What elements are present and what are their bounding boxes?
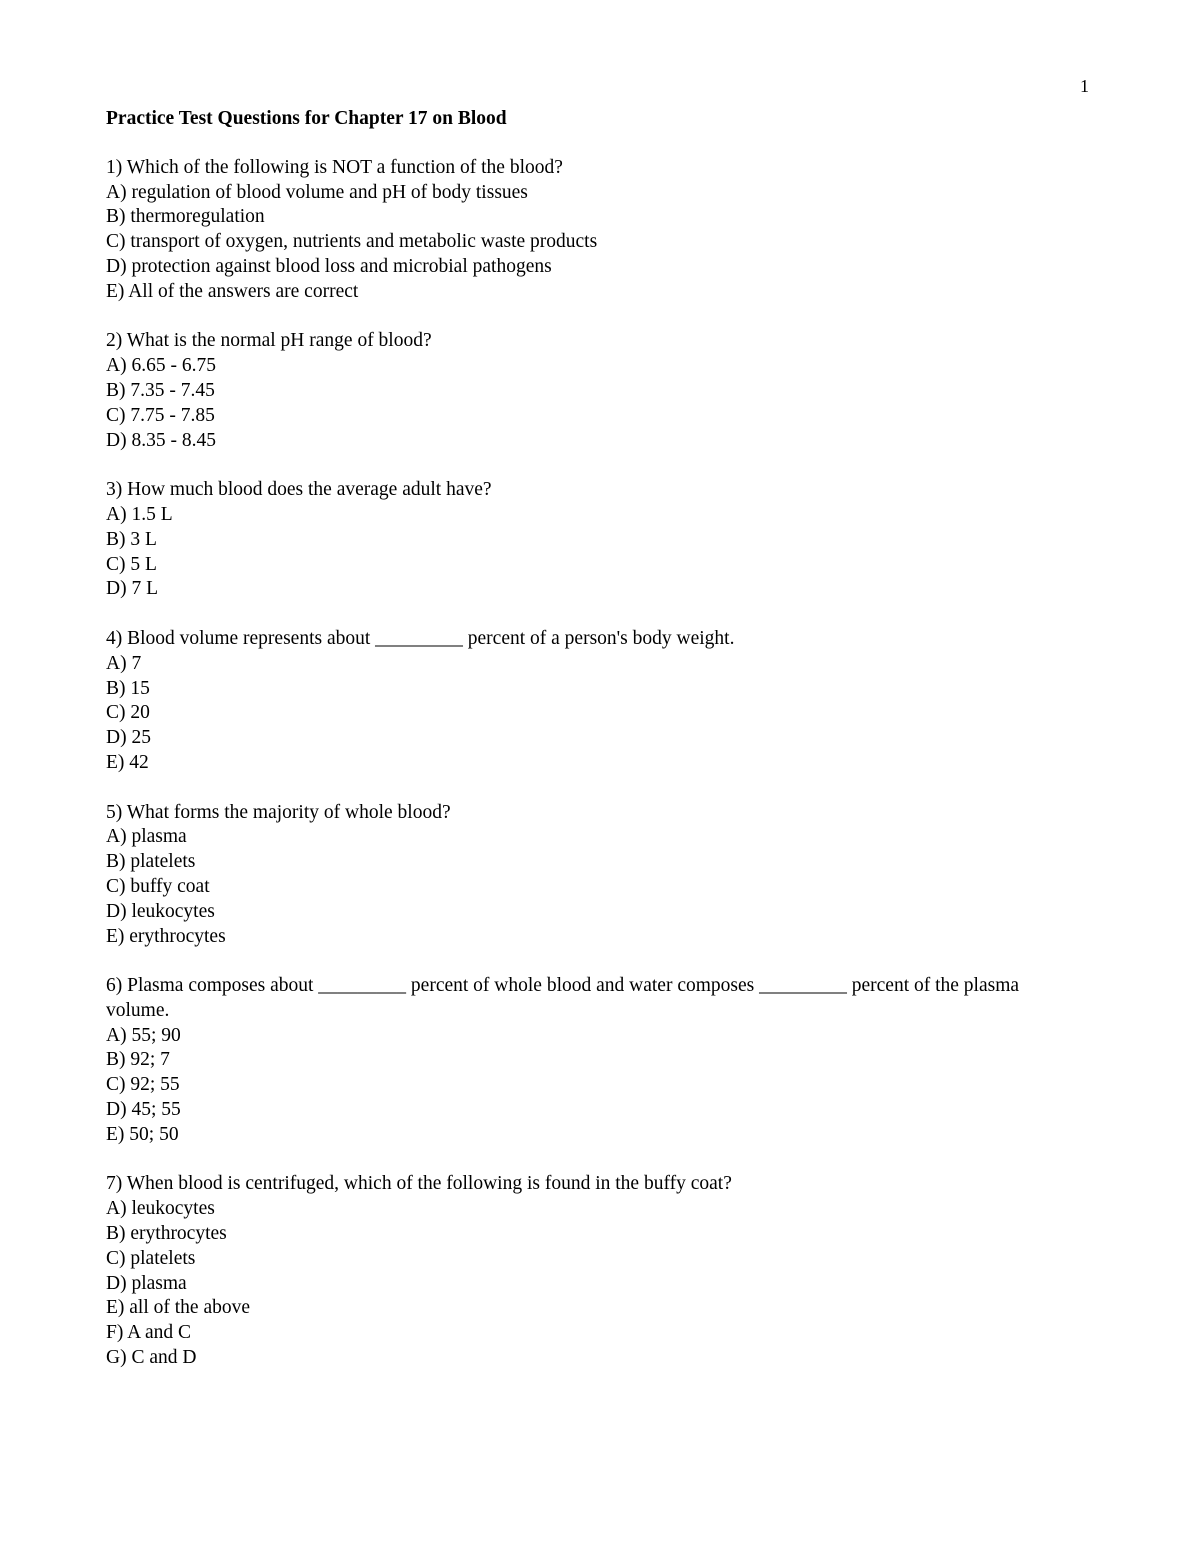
answer-option: E) all of the above xyxy=(106,1297,251,1319)
answer-option: B) platelets xyxy=(106,851,196,873)
answer-option: B) 3 L xyxy=(106,528,157,550)
answer-option: A) leukocytes xyxy=(106,1198,215,1220)
question-block xyxy=(106,1172,1066,1370)
answer-option: E) 50; 50 xyxy=(106,1123,179,1145)
answer-option: B) erythrocytes xyxy=(106,1223,227,1245)
answer-option: E) All of the answers are correct xyxy=(106,280,359,302)
question-text: 4) Blood volume represents about _________ percent of a person's body weight. xyxy=(106,627,735,649)
question-text: 1) Which of the following is NOT a function of the blood? xyxy=(106,156,563,178)
answer-option: B) 92; 7 xyxy=(106,1049,170,1071)
question-block xyxy=(106,156,1066,305)
question-block xyxy=(106,478,1066,602)
answer-option: B) thermoregulation xyxy=(106,206,265,228)
answer-option: A) 1.5 L xyxy=(106,503,173,525)
answer-option: D) plasma xyxy=(106,1272,187,1294)
question-text: 6) Plasma composes about _________ percent of whole blood and water composes _________ percent of the plasma volume. xyxy=(106,975,1024,1021)
answer-option: C) 7.75 - 7.85 xyxy=(106,404,215,426)
answer-option: D) 45; 55 xyxy=(106,1099,181,1121)
answer-option: A) regulation of blood volume and pH of body tissues xyxy=(106,181,528,203)
answer-option: A) plasma xyxy=(106,826,187,848)
question-text: 3) How much blood does the average adult have? xyxy=(106,479,492,501)
answer-option: B) 7.35 - 7.45 xyxy=(106,379,215,401)
question-list xyxy=(106,156,1066,1371)
question-text: 7) When blood is centrifuged, which of the following is found in the buffy coat? xyxy=(106,1173,732,1195)
answer-option: G) C and D xyxy=(106,1347,197,1369)
answer-option: A) 55; 90 xyxy=(106,1024,181,1046)
question-text: 5) What forms the majority of whole blood? xyxy=(106,801,451,823)
answer-option: C) buffy coat xyxy=(106,875,210,897)
answer-option: D) protection against blood loss and microbial pathogens xyxy=(106,255,552,277)
answer-option: C) 92; 55 xyxy=(106,1074,180,1096)
question-block xyxy=(106,801,1066,950)
answer-option: A) 6.65 - 6.75 xyxy=(106,355,216,377)
answer-option: D) 7 L xyxy=(106,578,158,600)
answer-option: B) 15 xyxy=(106,677,150,699)
document-title: Practice Test Questions for Chapter 17 on Blood xyxy=(106,108,507,129)
answer-option: D) 25 xyxy=(106,727,151,749)
answer-option: D) leukocytes xyxy=(106,900,215,922)
page-number: 1 xyxy=(1080,76,1089,96)
question-text: 2) What is the normal pH range of blood? xyxy=(106,330,432,352)
answer-option: C) transport of oxygen, nutrients and metabolic waste products xyxy=(106,231,598,253)
answer-option: C) 20 xyxy=(106,702,150,724)
document-body xyxy=(106,106,1066,1396)
answer-option: C) platelets xyxy=(106,1247,196,1269)
answer-option: C) 5 L xyxy=(106,553,157,575)
question-block xyxy=(106,974,1066,1148)
question-block xyxy=(106,627,1066,776)
answer-option: A) 7 xyxy=(106,652,142,674)
answer-option: D) 8.35 - 8.45 xyxy=(106,429,216,451)
answer-option: F) A and C xyxy=(106,1322,192,1344)
answer-option: E) 42 xyxy=(106,751,149,773)
question-block xyxy=(106,329,1066,453)
answer-option: E) erythrocytes xyxy=(106,925,226,947)
